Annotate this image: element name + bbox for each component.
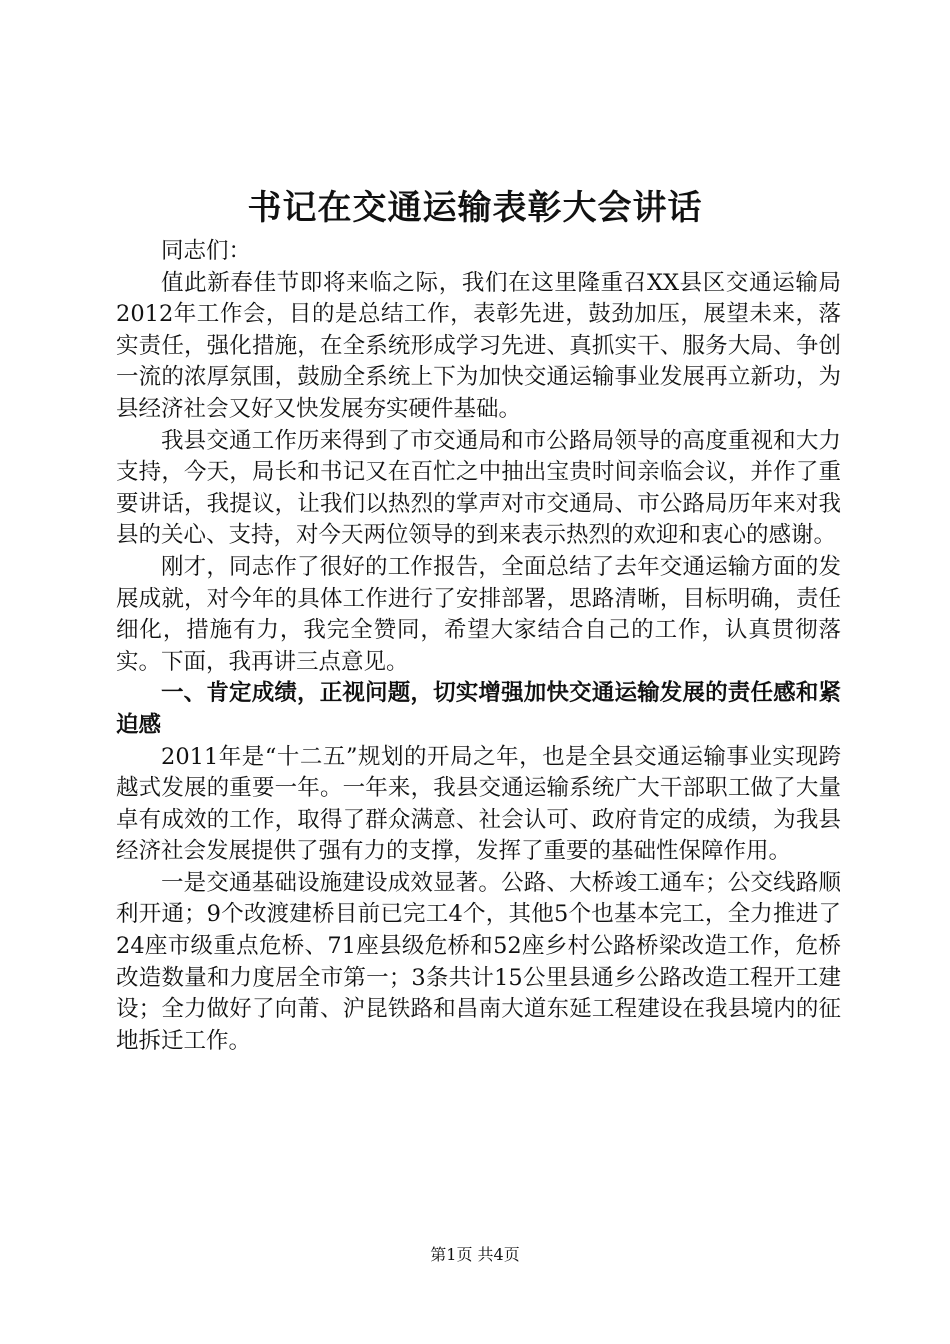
paragraph-2011: 2011年是“十二五”规划的开局之年，也是全县交通运输事业实现跨越式发展的重要一年。一年来，我县交通运输系统广大干部职工做了大量卓有成效的工作，取得了群众满意、社会认可、政府肯定的成绩，为我县经济社会发展提供了强有力的支撑，发挥了重要的基础性保障作用。 [116, 743, 841, 865]
paragraph-intro: 值此新春佳节即将来临之际，我们在这里隆重召XX县区交通运输局2012年工作会，目的是总结工作，表彰先进，鼓劲加压，展望未来，落实责任，强化措施，在全系统形成学习先进、真抓实干、服务大局、争创一流的浓厚氛围，鼓励全系统上下为加快交通运输事业发展再立新功，为县经济社会又好又快发展夯实硬件基础。 [116, 269, 841, 422]
page-number: 第1页 共4页 [430, 1245, 520, 1264]
paragraph-infrastructure: 一是交通基础设施建设成效显著。公路、大桥竣工通车；公交线路顺利开通；9个改渡建桥目前已完工4个，其他5个也基本完工，全力推进了24座市级重点危桥、71座县级危桥和52座乡村公路桥梁改造工作，危桥改造数量和力度居全市第一；3条共计15公里县通乡公路改造工程开工建设；全力做好了向莆、沪昆铁路和昌南大道东延工程建设在我县境内的征地拆迁工作。 [116, 869, 841, 1054]
paragraph-report: 刚才，同志作了很好的工作报告，全面总结了去年交通运输方面的发展成就，对今年的具体工作进行了安排部署，思路清晰，目标明确，责任细化，措施有力，我完全赞同，希望大家结合自己的工作，认真贯彻落实。下面，我再讲三点意见。 [116, 553, 841, 675]
document-body [116, 236, 841, 1057]
paragraph-thanks: 我县交通工作历来得到了市交通局和市公路局领导的高度重视和大力支持，今天，局长和书记又在百忙之中抽出宝贵时间亲临会议，并作了重要讲话，我提议，让我们以热烈的掌声对市交通局、市公路局历年来对我县的关心、支持，对今天两位领导的到来表示热烈的欢迎和衷心的感谢。 [116, 427, 841, 549]
salutation: 同志们： [161, 238, 252, 264]
section-heading-1: 一、肯定成绩，正视问题，切实增强加快交通运输发展的责任感和紧迫感 [116, 680, 841, 738]
document-title: 书记在交通运输表彰大会讲话 [247, 188, 703, 228]
